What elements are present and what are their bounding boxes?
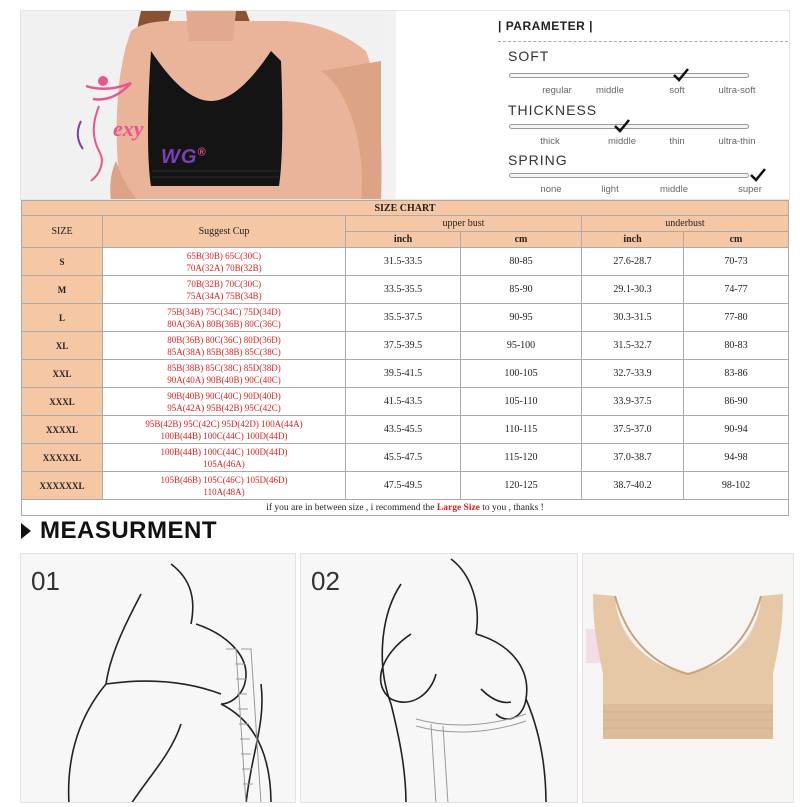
spring-option: light xyxy=(601,184,619,195)
cup-line: 110A(48A) xyxy=(203,486,245,497)
upper-bust-cm-cell: 105-110 xyxy=(461,388,582,416)
spring-label: SPRING xyxy=(508,152,568,168)
size-chart-body xyxy=(22,248,789,500)
underbust-cm-cell: 74-77 xyxy=(684,276,789,304)
size-cell: XL xyxy=(22,332,103,360)
size-row xyxy=(22,472,789,500)
step-number: 02 xyxy=(311,566,340,596)
upper-bust-cm-cell: 85-90 xyxy=(461,276,582,304)
cup-line: 95B(42B) 95C(42C) 95D(42D) 100A(44A) xyxy=(145,418,303,429)
underbust-inch-cell: 33.9-37.5 xyxy=(582,388,684,416)
parameter-title: | PARAMETER | xyxy=(498,19,593,33)
note-before: if you are in between size , i recommend the xyxy=(266,502,437,513)
product-photo-panel xyxy=(582,553,794,803)
brand-sublogo xyxy=(161,146,207,169)
registered-mark: ® xyxy=(197,146,207,159)
underbust-cm-cell: 80-83 xyxy=(684,332,789,360)
upper-bust-cm-cell: 95-100 xyxy=(461,332,582,360)
upper-bust-cm-cell: 90-95 xyxy=(461,304,582,332)
cup-line: 90B(40B) 90C(40C) 90D(40D) xyxy=(167,390,281,401)
cup-line: 100B(44B) 100C(44C) 100D(44D) xyxy=(160,430,288,441)
upper-bust-cm-cell: 120-125 xyxy=(461,472,582,500)
cup-line: 70B(32B) 70C(30C) xyxy=(186,278,262,289)
upper-bust-inch-cell: 45.5-47.5 xyxy=(346,444,461,472)
upper-bust-inch-cell: 41.5-43.5 xyxy=(346,388,461,416)
spring-check-icon xyxy=(749,167,767,183)
underbust-sketch xyxy=(301,554,578,803)
underbust-cm-cell: 83-86 xyxy=(684,360,789,388)
size-chart-header-row xyxy=(22,216,789,232)
suggest-cup-cell xyxy=(103,304,346,332)
suggest-cup-cell xyxy=(103,388,346,416)
underbust-cm-cell: 90-94 xyxy=(684,416,789,444)
header-size: SIZE xyxy=(22,216,103,248)
upper-bust-cm-cell: 80-85 xyxy=(461,248,582,276)
soft-check-icon xyxy=(672,67,690,83)
upper-bust-cm-cell: 110-115 xyxy=(461,416,582,444)
thickness-label: THICKNESS xyxy=(508,102,598,118)
suggest-cup-cell xyxy=(103,360,346,388)
measurement-heading xyxy=(20,516,217,546)
size-cell: S xyxy=(22,248,103,276)
underbust-cm-cell: 70-73 xyxy=(684,248,789,276)
cup-line: 75A(34A) 75B(34B) xyxy=(186,290,262,301)
soft-option: ultra-soft xyxy=(718,85,756,96)
cup-line: 80B(36B) 80C(36C) 80D(36D) xyxy=(167,334,281,345)
spring-option: super xyxy=(738,184,762,195)
size-cell: XXXXXL xyxy=(22,444,103,472)
header-upper-cm: cm xyxy=(461,232,582,248)
upper-bust-inch-cell: 43.5-45.5 xyxy=(346,416,461,444)
upper-bust-inch-cell: 31.5-33.5 xyxy=(346,248,461,276)
upper-bust-cm-cell: 115-120 xyxy=(461,444,582,472)
thickness-option: ultra-thin xyxy=(718,136,756,147)
underbust-inch-cell: 37.0-38.7 xyxy=(582,444,684,472)
parameter-divider xyxy=(498,41,788,42)
soft-option: soft xyxy=(669,85,685,96)
upper-bust-inch-cell: 35.5-37.5 xyxy=(346,304,461,332)
spring-option: middle xyxy=(660,184,688,195)
upper-bust-inch-cell: 47.5-49.5 xyxy=(346,472,461,500)
step-number: 01 xyxy=(31,566,60,596)
suggest-cup-cell xyxy=(103,444,346,472)
upper-bust-inch-cell: 39.5-41.5 xyxy=(346,360,461,388)
header-suggest-cup: Suggest Cup xyxy=(103,216,346,248)
suggest-cup-cell xyxy=(103,276,346,304)
soft-track xyxy=(509,73,749,78)
size-chart-table xyxy=(21,200,789,516)
upper-bust-inch-cell: 37.5-39.5 xyxy=(346,332,461,360)
size-cell: XXXXXXL xyxy=(22,472,103,500)
cup-line: 75B(34B) 75C(34C) 75D(34D) xyxy=(167,306,281,317)
thickness-option: middle xyxy=(608,136,636,147)
cup-line: 85A(38A) 85B(38B) 85C(38C) xyxy=(167,346,281,357)
note-after: to you , thanks ! xyxy=(479,502,544,513)
size-row xyxy=(22,360,789,388)
cup-line: 105B(46B) 105C(46C) 105D(46D) xyxy=(160,474,288,485)
header-upper-bust: upper bust xyxy=(346,216,582,232)
header-under-cm: cm xyxy=(684,232,789,248)
cup-line: 90A(40A) 90B(40B) 90C(40C) xyxy=(167,374,281,385)
size-note xyxy=(22,500,789,516)
size-chart-title: SIZE CHART xyxy=(22,201,789,216)
underbust-inch-cell: 30.3-31.5 xyxy=(582,304,684,332)
underbust-cm-cell: 94-98 xyxy=(684,444,789,472)
underbust-inch-cell: 29.1-30.3 xyxy=(582,276,684,304)
size-cell: XXL xyxy=(22,360,103,388)
suggest-cup-cell xyxy=(103,472,346,500)
underbust-inch-cell: 32.7-33.9 xyxy=(582,360,684,388)
underbust-inch-cell: 38.7-40.2 xyxy=(582,472,684,500)
note-highlight: Large Size xyxy=(436,502,480,513)
cup-line: 65B(30B) 65C(30C) xyxy=(186,250,262,261)
measure-panel-underbust xyxy=(300,553,578,803)
cup-line: 70A(32A) 70B(32B) xyxy=(186,262,262,273)
underbust-inch-cell: 31.5-32.7 xyxy=(582,332,684,360)
logo-text: exy xyxy=(113,116,144,141)
underbust-inch-cell: 37.5-37.0 xyxy=(582,416,684,444)
spring-track xyxy=(509,173,749,178)
cup-line: 85B(38B) 85C(38C) 85D(38D) xyxy=(167,362,281,373)
size-row xyxy=(22,276,789,304)
size-row xyxy=(22,332,789,360)
size-row xyxy=(22,248,789,276)
thickness-option: thin xyxy=(669,136,685,147)
underbust-cm-cell: 98-102 xyxy=(684,472,789,500)
underbust-cm-cell: 77-80 xyxy=(684,304,789,332)
measurement-title: MEASURMENT xyxy=(40,517,217,544)
suggest-cup-cell xyxy=(103,416,346,444)
header-underbust: underbust xyxy=(582,216,789,232)
suggest-cup-cell xyxy=(103,248,346,276)
soft-label: SOFT xyxy=(508,48,550,64)
thickness-check-icon xyxy=(613,118,631,134)
size-row xyxy=(22,304,789,332)
size-row xyxy=(22,388,789,416)
upper-bust-cm-cell: 100-105 xyxy=(461,360,582,388)
cup-line: 105A(46A) xyxy=(203,458,245,469)
cup-line: 95A(42A) 95B(42B) 95C(42C) xyxy=(167,402,281,413)
product-banner xyxy=(20,10,790,200)
brand-logo xyxy=(113,116,144,142)
upper-bust-sketch xyxy=(21,554,296,803)
underbust-inch-cell: 27.6-28.7 xyxy=(582,248,684,276)
size-note-row xyxy=(22,500,789,516)
header-upper-inch: inch xyxy=(346,232,461,248)
triangle-arrow-icon xyxy=(20,522,32,540)
size-chart-title-row xyxy=(22,201,789,216)
size-cell: M xyxy=(22,276,103,304)
nude-bra-photo xyxy=(583,554,794,803)
size-cell: XXXXL xyxy=(22,416,103,444)
model-illustration xyxy=(21,11,386,200)
model-photo xyxy=(21,11,386,200)
cup-line: 80A(36A) 80B(36B) 80C(36C) xyxy=(167,318,281,329)
thickness-option: thick xyxy=(540,136,560,147)
measure-panel-upper-bust xyxy=(20,553,296,803)
cup-line: 100B(44B) 100C(44C) 100D(44D) xyxy=(160,446,288,457)
soft-option: regular xyxy=(542,85,572,96)
header-under-inch: inch xyxy=(582,232,684,248)
spring-option: none xyxy=(540,184,562,195)
suggest-cup-cell xyxy=(103,332,346,360)
size-row xyxy=(22,444,789,472)
size-cell: XXXL xyxy=(22,388,103,416)
soft-option: middle xyxy=(596,85,624,96)
underbust-cm-cell: 86-90 xyxy=(684,388,789,416)
size-cell: L xyxy=(22,304,103,332)
size-row xyxy=(22,416,789,444)
parameter-panel xyxy=(396,11,790,200)
logo-subtext: WG xyxy=(161,146,198,168)
upper-bust-inch-cell: 33.5-35.5 xyxy=(346,276,461,304)
